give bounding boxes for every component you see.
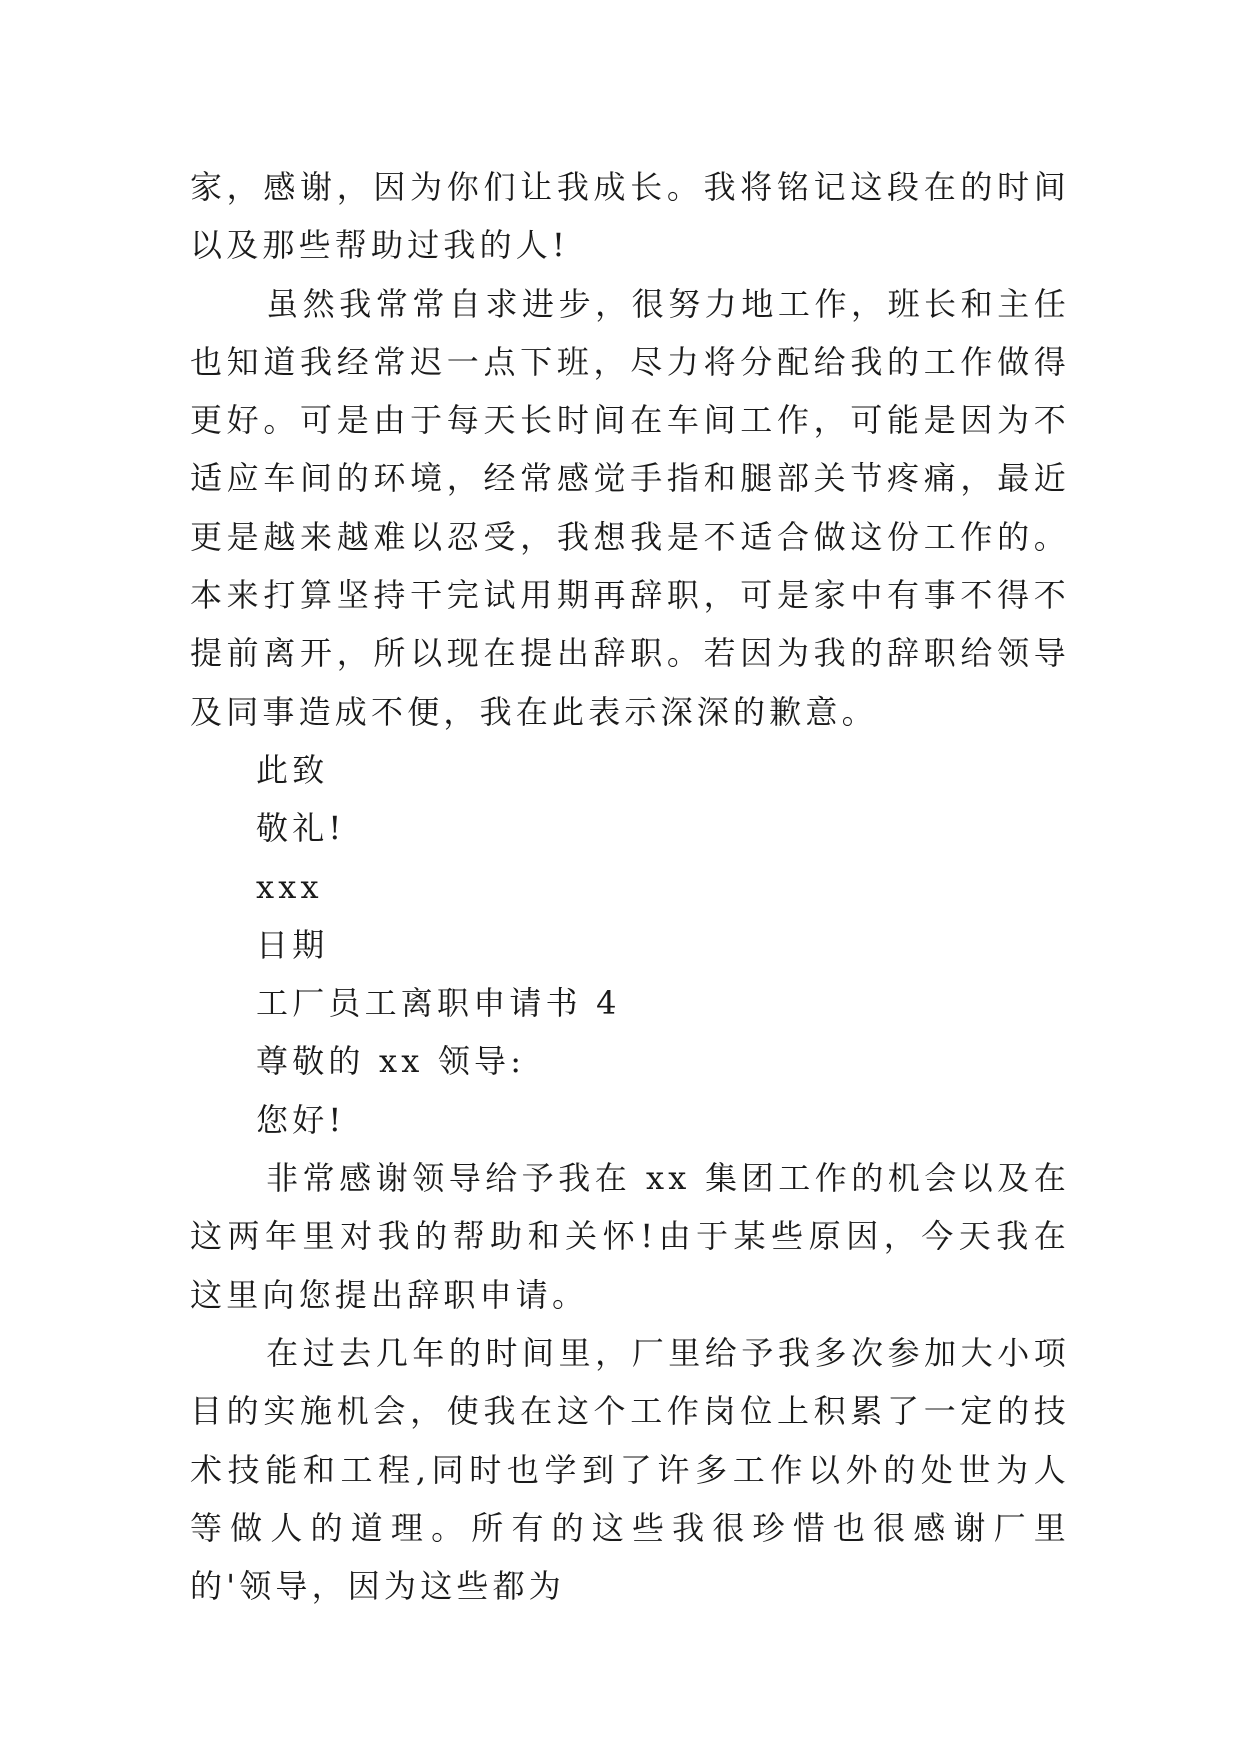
signature-date: 日期 [256, 925, 329, 964]
signature-name: xxx [256, 867, 323, 906]
document-body [190, 158, 1070, 1615]
letter-addressee: 尊敬的 xx 领导: [256, 1042, 526, 1081]
paragraph-gratitude: 非常感谢领导给予我在 xx 集团工作的机会以及在这两年里对我的帮助和关怀!由于某些原因，今天我在这里向您提出辞职申请。 [190, 1159, 1070, 1314]
closing-regards: 敬礼! [256, 809, 346, 848]
section-title: 工厂员工离职申请书 4 [256, 984, 621, 1023]
paragraph-thanks: 家，感谢，因为你们让我成长。我将铭记这段在的时间以及那些帮助过我的人! [190, 168, 1070, 265]
paragraph-reason: 虽然我常常自求进步，很努力地工作，班长和主任也知道我经常迟一点下班，尽力将分配给我的工作做得更好。可是由于每天长时间在车间工作，可能是因为不适应车间的环境，经常感觉手指和腿部关节疼痛，最近更是越来越难以忍受，我想我是不适合做这份工作的。本来打算坚持干完试用期再辞职，可是家中有事不得不提前离开，所以现在提出辞职。若因为我的辞职给领导及同事造成不便，我在此表示深深的歉意。 [190, 284, 1070, 731]
paragraph-experience: 在过去几年的时间里，厂里给予我多次参加大小项目的实施机会，使我在这个工作岗位上积累了一定的技术技能和工程,同时也学到了许多工作以外的处世为人等做人的道理。所有的这些我很珍惜也很感谢厂里的'领导，因为这些都为 [190, 1333, 1070, 1606]
letter-greeting: 您好! [256, 1100, 346, 1139]
closing-salutation: 此致 [256, 750, 329, 789]
